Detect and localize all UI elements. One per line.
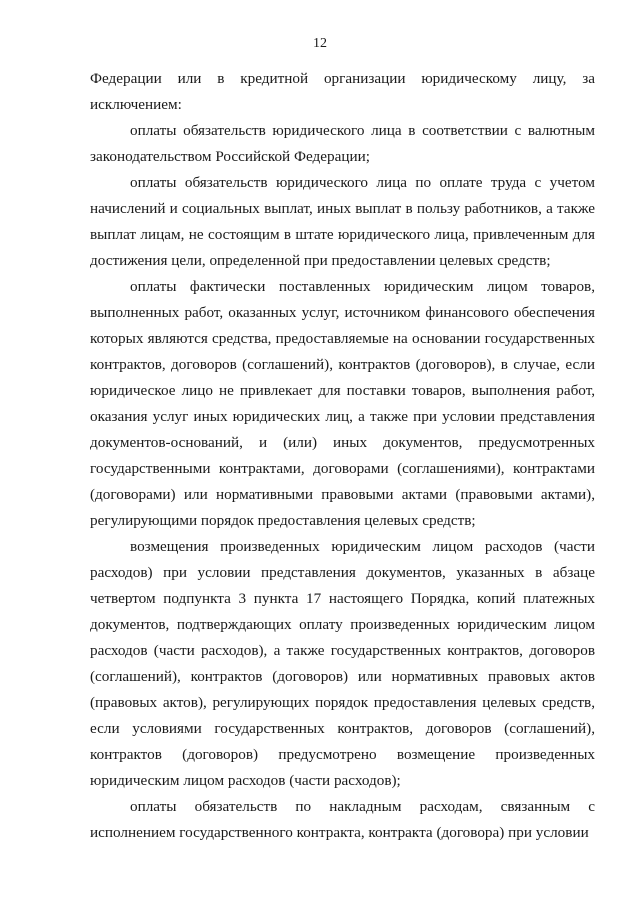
page-number: 12	[313, 36, 327, 51]
paragraph-2: оплаты обязательств юридического лица в соответствии с валютным законодательством Российской Федерации;	[90, 122, 595, 165]
paragraph-4: оплаты фактически поставленных юридическим лицом товаров, выполненных работ, оказанных услуг, источником финансового обеспечения которых являются средства, предоставляемые на основании государственных контрактов, договоров (соглашений), контрактов (договоров), в случае, если юридическое лицо не привлекает для поставки товаров, выполнения работ, оказания услуг иных юридических лиц, а также при условии представления документов-оснований, и (или) иных документов, предусмотренных государственными контрактами, договорами (соглашениями), контрактами (договорами) или нормативными правовыми актами (правовыми актами), регулирующими порядок предоставления целевых средств;	[90, 278, 595, 529]
paragraph-6: оплаты обязательств по накладным расходам, связанным с исполнением государственного контракта, контракта (договора) при условии	[90, 798, 595, 841]
paragraph-3: оплаты обязательств юридического лица по оплате труда с учетом начислений и социальных выплат, иных выплат в пользу работников, а также выплат лицам, не состоящим в штате юридического лица, привлеченным для достижения цели, определенной при предоставлении целевых средств;	[90, 174, 595, 269]
document-body	[90, 66, 595, 846]
paragraph-1: Федерации или в кредитной организации юридическому лицу, за исключением:	[90, 70, 595, 113]
paragraph-5: возмещения произведенных юридическим лицом расходов (части расходов) при условии представления документов, указанных в абзаце четвертом подпункта 3 пункта 17 настоящего Порядка, копий платежных документов, подтверждающих оплату произведенных юридическим лицом расходов (части расходов), а также государственных контрактов, договоров (соглашений), контрактов (договоров) или нормативных правовых актов (правовых актов), регулирующих порядок предоставления целевых средств, если условиями государственных контрактов, договоров (соглашений), контрактов (договоров) предусмотрено возмещение произведенных юридическим лицом расходов (части расходов);	[90, 538, 595, 789]
